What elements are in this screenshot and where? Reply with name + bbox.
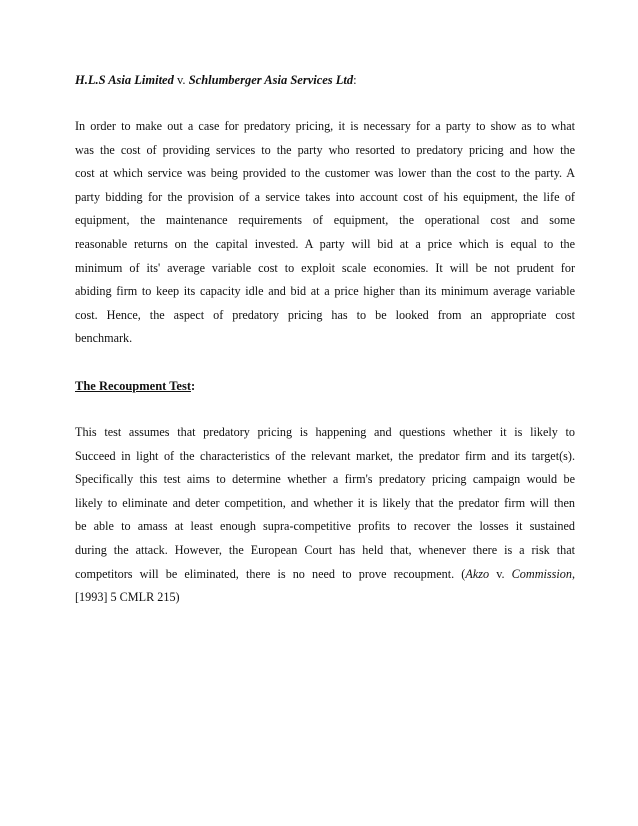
citation-lead-text: competitors will be eliminated, there is no need to prove recoupment. ( [75,566,466,581]
section-title-colon: : [190,378,196,393]
recoupment-test-paragraph [75,421,575,610]
paragraph-line: minimum of its' average variable cost to exploit scale economies. It will be not prudent for [75,260,575,275]
paragraph-line: equipment, the maintenance requirements of equipment, the operational cost and some [75,213,575,228]
paragraph-line: abiding firm to keep its capacity idle and bid at a price higher than its minimum average variable [75,284,575,299]
citation-comma: , [571,566,575,581]
paragraph-line: Succeed in light of the characteristics of the relevant market, the predator firm and its target(s). [75,448,575,463]
citation-case-akzo: Akzo [465,566,490,581]
paragraph-line: likely to eliminate and deter competition, and whether it is likely that the predator firm will then [75,495,575,510]
case-name-hls: H.L.S Asia Limited [75,73,174,87]
recoupment-test-heading [75,374,575,398]
paragraph-line: benchmark. [75,331,133,346]
paragraph-line: during the attack. However, the European Court has held that, whenever there is a risk that [75,542,575,557]
citation-case-commission: Commission [511,566,572,581]
paragraph-line: cost. Hence, the aspect of predatory pricing has to be looked from an appropriate cost [75,307,575,322]
citation-reference: [1993] 5 CMLR 215) [75,590,180,605]
predatory-pricing-paragraph [75,115,575,351]
paragraph-line: be able to amass at least enough supra-competitive profits to recover the losses it sustained [75,519,575,534]
paragraph-line: cost at which service was being provided to the customer was lower than the cost to the party. A [75,166,575,181]
paragraph-line: Specifically this test aims to determine whether a firm's predatory pricing campaign would be [75,472,575,487]
paragraph-line: In order to make out a case for predatory pricing, it is necessary for a party to show as to what [75,119,575,133]
paragraph-line: This test assumes that predatory pricing is happening and questions whether it is likely to [75,424,575,439]
paragraph-line: reasonable returns on the capital invested. A party will bid at a price which is equal to the [75,236,575,251]
case-name-schlumberger: Schlumberger Asia Services Ltd [188,73,354,87]
paragraph-line: was the cost of providing services to the party who resorted to predatory pricing and how the [75,142,575,157]
document-page [75,68,575,610]
section-title: The Recoupment Test [75,378,191,393]
case-heading [75,68,575,92]
case-versus: v. [173,73,189,87]
paragraph-line-citation [75,563,575,587]
paragraph-line: party bidding for the provision of a service takes into account cost of his equipment, the life of [75,189,575,204]
citation-versus: v. [489,566,512,581]
case-heading-colon: : [353,73,357,87]
